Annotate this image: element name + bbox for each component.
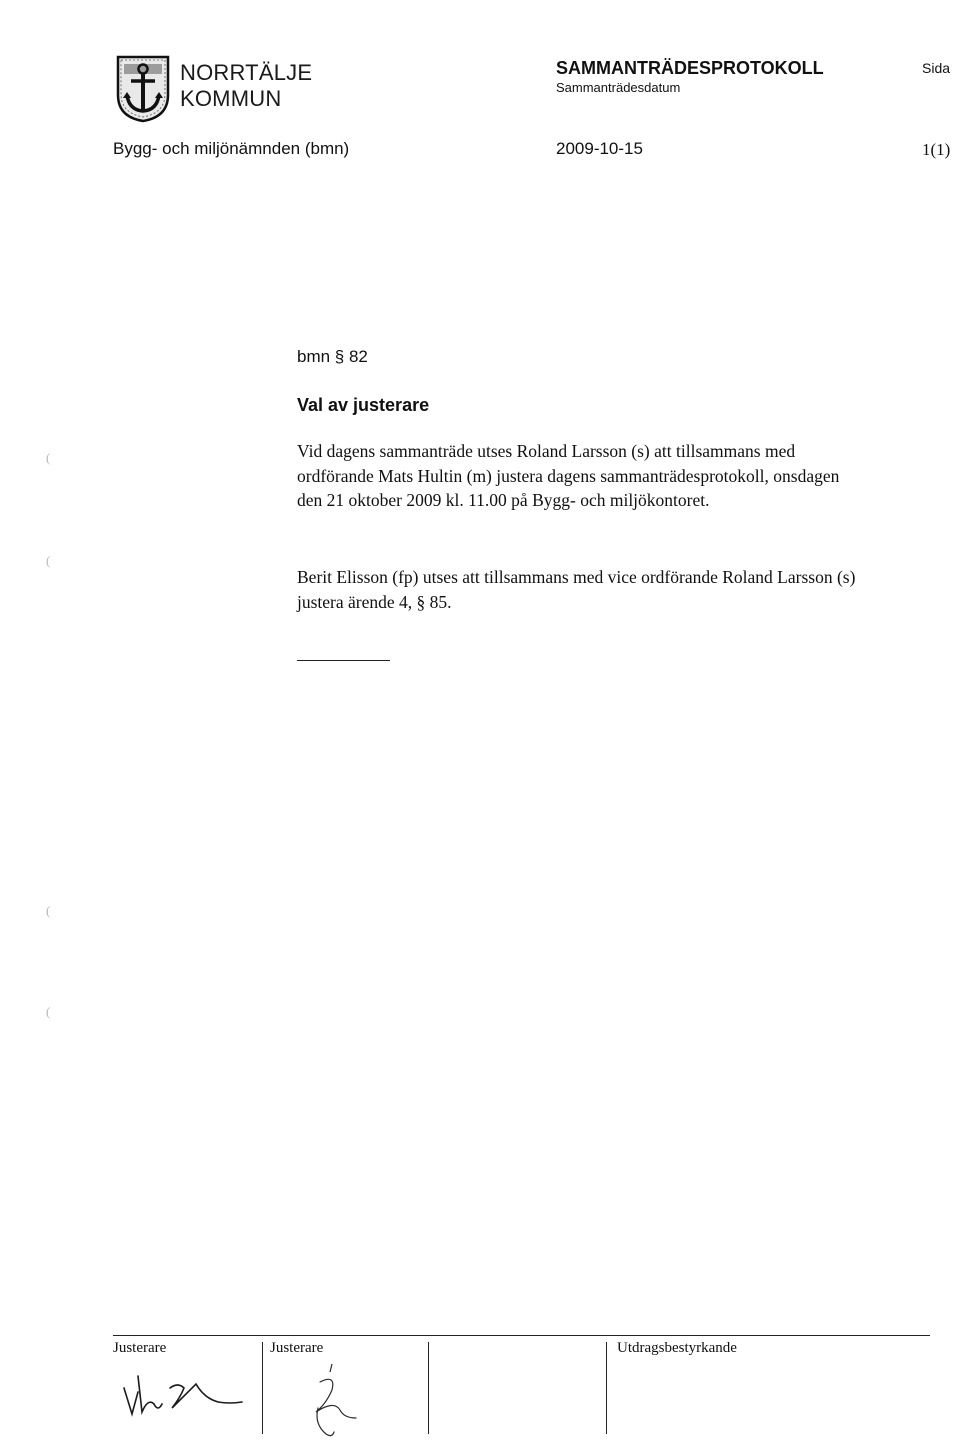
margin-mark: ( <box>46 1004 51 1019</box>
footer-rule <box>113 1335 930 1336</box>
signature-2-icon <box>300 1360 370 1440</box>
section-heading: Val av justerare <box>297 395 430 415</box>
municipality-name <box>180 60 312 112</box>
paragraph-line: Vid dagens sammanträde utses Roland Larsson (s) att tillsammans med <box>297 441 796 461</box>
meeting-date-label: Sammanträdesdatum <box>556 80 681 95</box>
paragraph-line: den 21 oktober 2009 kl. 11.00 på Bygg- och miljökontoret. <box>297 490 710 510</box>
paragraph-second-appointment <box>297 565 855 614</box>
footer-column-divider <box>606 1342 607 1434</box>
meeting-date: 2009-10-15 <box>556 139 643 158</box>
document-type: SAMMANTRÄDESPROTOKOLL <box>556 58 824 78</box>
margin-mark: ( <box>46 553 51 568</box>
section-end-rule <box>297 660 390 661</box>
footer-column-divider <box>262 1342 263 1434</box>
section-reference: bmn § 82 <box>297 347 368 366</box>
municipality-crest-icon <box>116 55 170 123</box>
paragraph-appointment <box>297 439 839 513</box>
paragraph-line: Berit Elisson (fp) utses att tillsammans med vice ordförande Roland Larsson (s) <box>297 567 856 587</box>
footer-column-divider <box>428 1342 429 1434</box>
page-label: Sida <box>922 60 951 76</box>
municipality-name-line2: KOMMUN <box>180 86 282 111</box>
municipality-name-line1: NORRTÄLJE <box>180 60 313 85</box>
margin-mark: ( <box>46 903 51 918</box>
paragraph-line: justera ärende 4, § 85. <box>297 591 452 612</box>
page-number: 1(1) <box>922 140 951 159</box>
committee-name: Bygg- och miljönämnden (bmn) <box>113 139 350 158</box>
paragraph-line: ordförande Mats Hultin (m) justera dagens sammanträdesprotokoll, onsdagen <box>297 465 840 486</box>
signer-label-2: Justerare <box>270 1340 324 1356</box>
certification-label: Utdragsbestyrkande <box>617 1340 737 1356</box>
signature-1-icon <box>118 1368 258 1428</box>
margin-mark: ( <box>46 450 51 465</box>
signer-label-1: Justerare <box>113 1340 167 1356</box>
